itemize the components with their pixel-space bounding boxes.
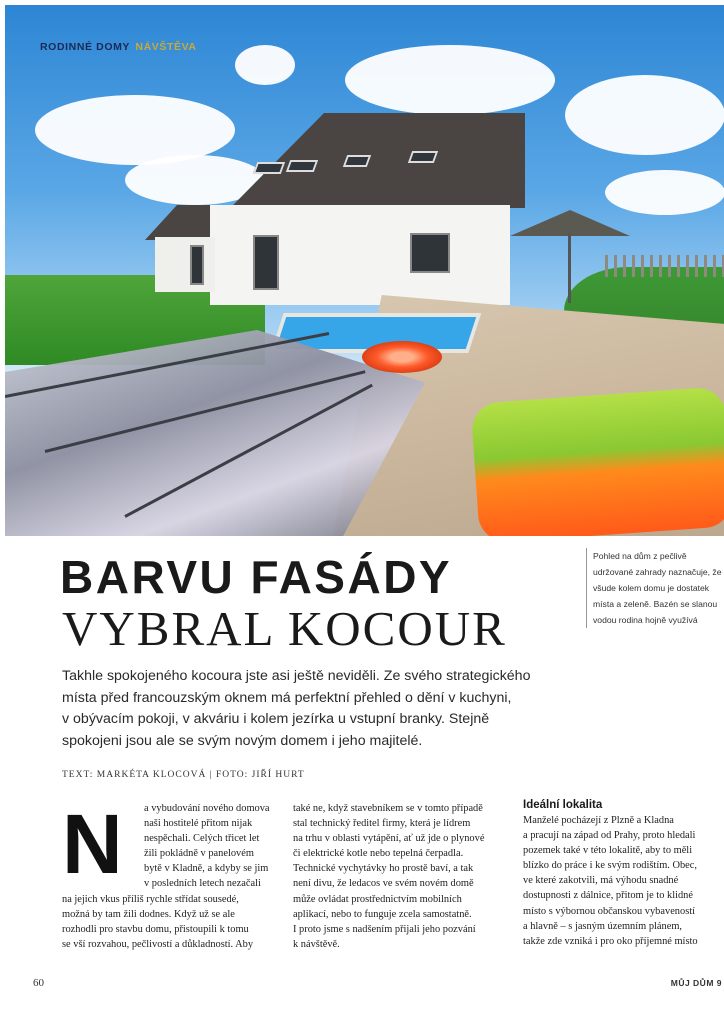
- drop-cap: N: [62, 797, 123, 891]
- body-line: se vší rozvahou, pečlivostí a důkladností. Aby: [62, 938, 254, 950]
- magazine-folio: MŮJ DŮM 9: [670, 978, 722, 988]
- body-column-2: [293, 801, 508, 952]
- skylight: [343, 155, 371, 167]
- cloud: [605, 170, 724, 215]
- body-line: dostupnosti z dálnice, přitom je to klidné: [523, 890, 693, 902]
- door: [190, 245, 204, 285]
- caption-line: místa a zeleně. Bazén se slanou: [593, 599, 718, 609]
- window: [410, 233, 450, 273]
- body-line: v posledních letech nezačali: [144, 878, 261, 890]
- page-number: 60: [33, 977, 44, 989]
- body-line: Technické vychytávky ho prostě baví, a tak: [293, 863, 474, 875]
- caption-line: udržované zahrady naznačuje, že: [593, 567, 722, 577]
- french-window: [253, 235, 279, 290]
- body-line: aplikací, nebo to funguje zcela samostatně.: [293, 908, 472, 920]
- body-line: takže zde vzniká i pro oko příjemné místo: [523, 935, 698, 947]
- caption-line: všude kolem domu je dostatek: [593, 583, 710, 593]
- skylight: [408, 151, 438, 163]
- body-line: či elektrické kotle nebo tepelná čerpadla.: [293, 848, 464, 860]
- fence: [605, 255, 724, 277]
- body-line: místo s výbornou občanskou vybaveností: [523, 905, 696, 917]
- cloud: [235, 45, 295, 85]
- body-line: nespěchali. Celých třicet let: [144, 833, 260, 845]
- body-line: pozemek také v této lokalitě, aby to měli: [523, 845, 693, 857]
- body-column-3: [523, 813, 724, 949]
- kicker-section: RODINNÉ DOMY: [40, 41, 130, 53]
- caption-line: Pohled na dům z pečlivě: [593, 551, 687, 561]
- lead-line: místa před francouzským oknem má perfektní přehled o dění v kuchyni,: [62, 689, 512, 706]
- section-kicker: [40, 41, 197, 53]
- body-line: ve které zakotvili, má výhodu snadné: [523, 875, 679, 887]
- body-line: bytě v Kladně, a kdyby se jim: [144, 863, 269, 875]
- body-line: k návštěvě.: [293, 938, 340, 950]
- body-line: na trhu v oblasti vytápění, ať už jde o plynové: [293, 833, 485, 845]
- body-line: na jejich vkus příliš rychle střídat sousedé,: [62, 893, 239, 905]
- cloud: [565, 75, 724, 155]
- parasol-pole: [568, 233, 571, 303]
- kicker-sub: NÁVŠTĚVA: [135, 41, 197, 53]
- body-column-1: [62, 797, 282, 952]
- body-line: může ovládat prostřednictvím mobilních: [293, 893, 462, 905]
- body-line: také ne, když stavebníkem se v tomto případě: [293, 803, 483, 814]
- lead-line: v obývacím pokoji, v akváriu i kolem jezírka u vstupní branky. Stejně: [62, 711, 490, 727]
- body-line: stal technický ředitel firmy, která je lídrem: [293, 818, 471, 830]
- body-line: naši hostitelé přitom nijak: [144, 818, 253, 830]
- lead-paragraph: [62, 666, 622, 752]
- garage-wall: [155, 237, 215, 292]
- cloud: [345, 45, 555, 115]
- body-line: žili pokládně v panelovém: [144, 848, 254, 860]
- body-line: blízko do práce i ke svým rodištím. Obec,: [523, 860, 698, 872]
- body-line: rozhodli pro stavbu domu, přistoupili k tomu: [62, 923, 249, 935]
- skylight: [286, 160, 318, 172]
- lead-line: Takhle spokojeného kocoura jste asi ještě neviděli. Ze svého strategického: [62, 668, 531, 684]
- hero-photo: [5, 5, 724, 536]
- photo-caption: [586, 548, 724, 628]
- body-line: možná by tam žili dodnes. Když už se ale: [62, 908, 235, 920]
- subheading: Ideální lokalita: [523, 799, 603, 811]
- body-line: I proto jsme s nadšením přijali jeho pozvání: [293, 923, 476, 935]
- lead-line: spokojeni jsou ale se svým novým domem i jeho majitelé.: [62, 732, 423, 749]
- body-line: Manželé pocházejí z Plzně a Kladna: [523, 815, 674, 826]
- swim-ring: [362, 341, 442, 373]
- caption-line: vodou rodina hojně využívá: [593, 615, 698, 625]
- headline-line-1: BARVU FASÁDY: [60, 551, 453, 603]
- body-line: a vybudování nového domova: [144, 803, 270, 814]
- body-line: není divu, že ledacos ve svém novém domě: [293, 878, 474, 890]
- article-credits: TEXT: MARKÉTA KLOCOVÁ | FOTO: JIŘÍ HURT: [62, 770, 305, 780]
- body-line: a hlavně – s jasným územním plánem,: [523, 920, 682, 932]
- body-line: a pracují na západ od Prahy, proto hledali: [523, 830, 696, 842]
- skylight: [253, 162, 285, 174]
- inflatable-pool: [470, 386, 724, 536]
- headline-line-2: VYBRAL KOCOUR: [62, 601, 507, 656]
